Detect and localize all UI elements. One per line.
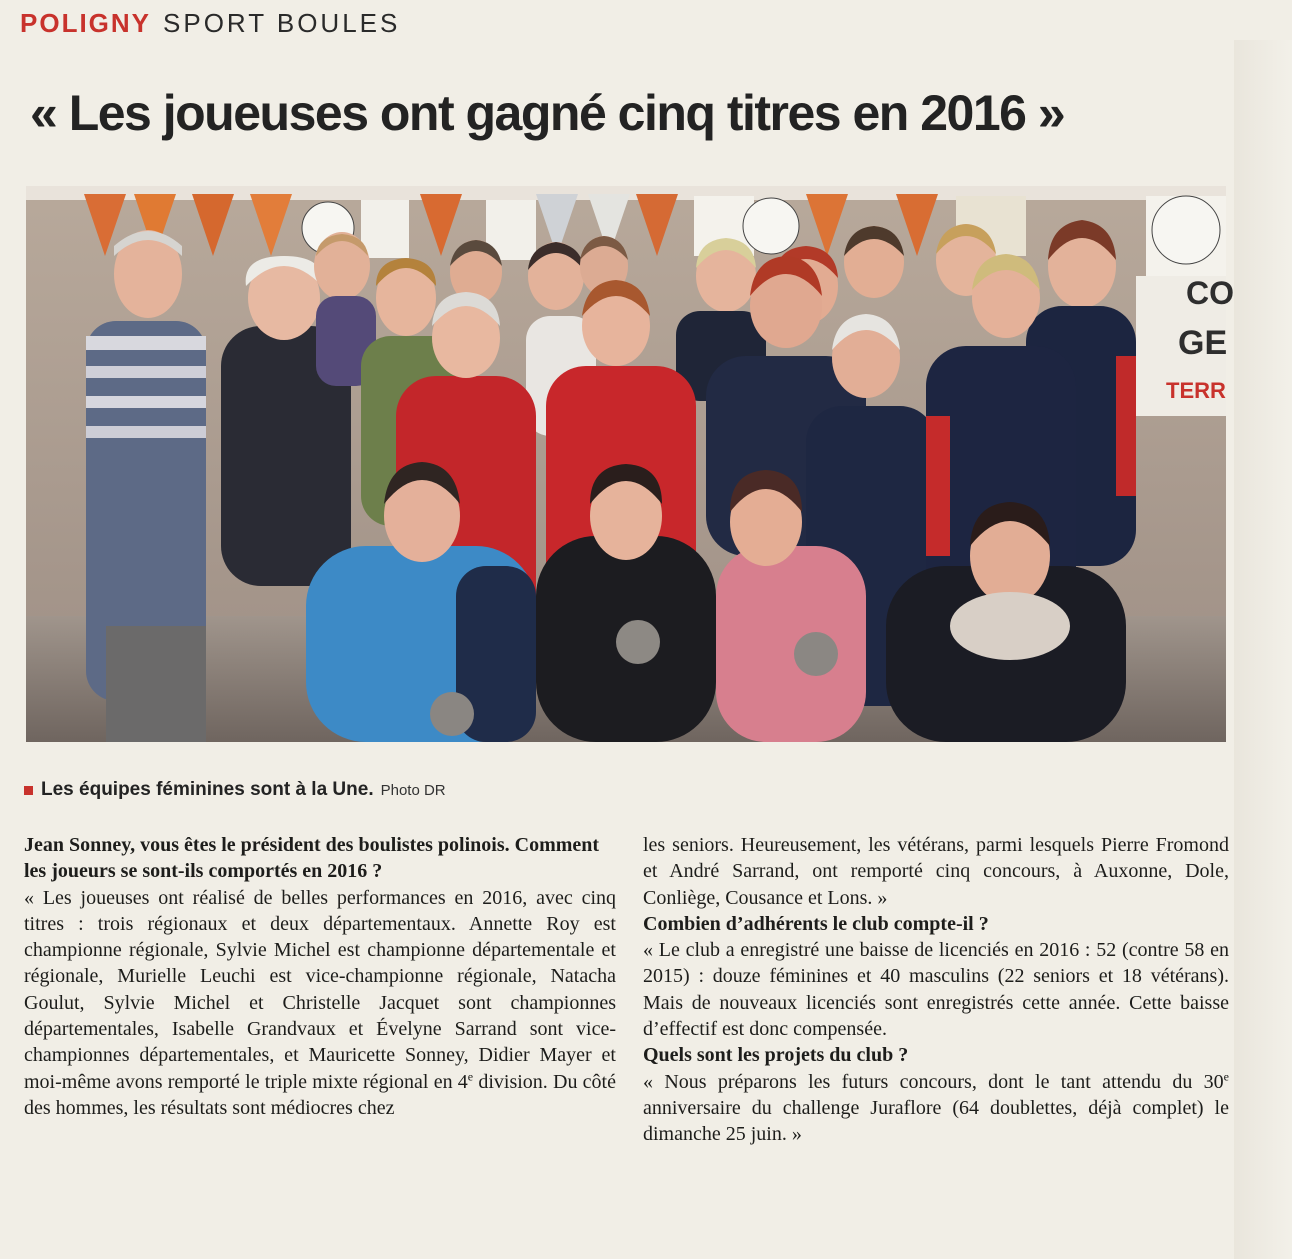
caption-bullet-icon <box>24 786 33 795</box>
wall-sign-ge: GE <box>1178 324 1228 362</box>
answer-1-part-1: « Les joueuses ont réalisé de belles performances en 2016, avec cinq titres : trois régionaux et deux départementaux. Annette Roy est championne régionale, Sylvie Michel est championne départementale et régionale, Murielle Leuchi est vice-championne régionale, Natacha Goulut, Sylvie Michel et Christelle Jacquet sont championnes départementales, Isabelle Grandvaux et Évelyne Sarrand sont vice-championnes départementales, et Mauricette Sonney, Didier Mayer et moi-même avons remporté le triple mixte régional en 4 <box>24 886 616 1093</box>
photo-caption <box>24 777 446 803</box>
answer-1-superscript: e <box>467 1069 474 1084</box>
answer-1-part-2: division. Du côté des hommes, les résultats sont médiocres chez <box>24 1070 616 1119</box>
adjacent-page-edge <box>1234 40 1292 1259</box>
team-photo-illustration <box>26 186 1234 742</box>
wall-sign-co: CO <box>1186 275 1234 311</box>
question-2: Combien d’adhérents le club compte-il ? <box>643 912 989 935</box>
page-header <box>20 8 400 48</box>
answer-1 <box>24 885 616 1122</box>
answer-2: « Le club a enregistré une baisse de licenciés en 2016 : 52 (contre 58 en 2015) : douze féminines et 40 masculins (22 seniors et 18 vétérans). Mais de nouveaux licenciés sont enregistrés cette année. Cette baisse d’effectif est donc compensée. <box>643 939 1229 1041</box>
rubric-name: SPORT BOULES <box>163 8 401 38</box>
wall-sign-terr: TERR <box>1166 378 1226 403</box>
photo-credit: Photo DR <box>380 781 446 799</box>
answer-1-continued: les seniors. Heureusement, les vétérans, parmi lesquels Pierre Fromond et André Sarrand, ont remporté cinq concours, à Auxonne, Dole, Conliège, Cousance et Lons. » <box>643 834 1229 909</box>
section-name: POLIGNY <box>20 8 152 38</box>
answer-3-superscript: e <box>1223 1069 1229 1084</box>
answer-3-part-1: « Nous préparons les futurs concours, dont le tant attendu du 30 <box>643 1070 1224 1093</box>
question-1: Jean Sonney, vous êtes le président des boulistes polinois. Comment les joueurs se sont-ils comportés en 2016 ? <box>24 834 600 883</box>
answer-3-part-2: anniversaire du challenge Juraflore (64 doublettes, déjà complet) le dimanche 25 juin. » <box>643 1096 1229 1146</box>
article-column-right <box>643 832 1229 1148</box>
article-headline: « Les joueuses ont gagné cinq titres en 2016 » <box>30 85 1065 141</box>
question-3: Quels sont les projets du club ? <box>643 1044 909 1067</box>
caption-text: Les équipes féminines sont à la Une. <box>41 779 374 800</box>
team-photo <box>26 186 1234 742</box>
answer-3 <box>643 1069 1229 1148</box>
article-column-left <box>24 832 616 1121</box>
